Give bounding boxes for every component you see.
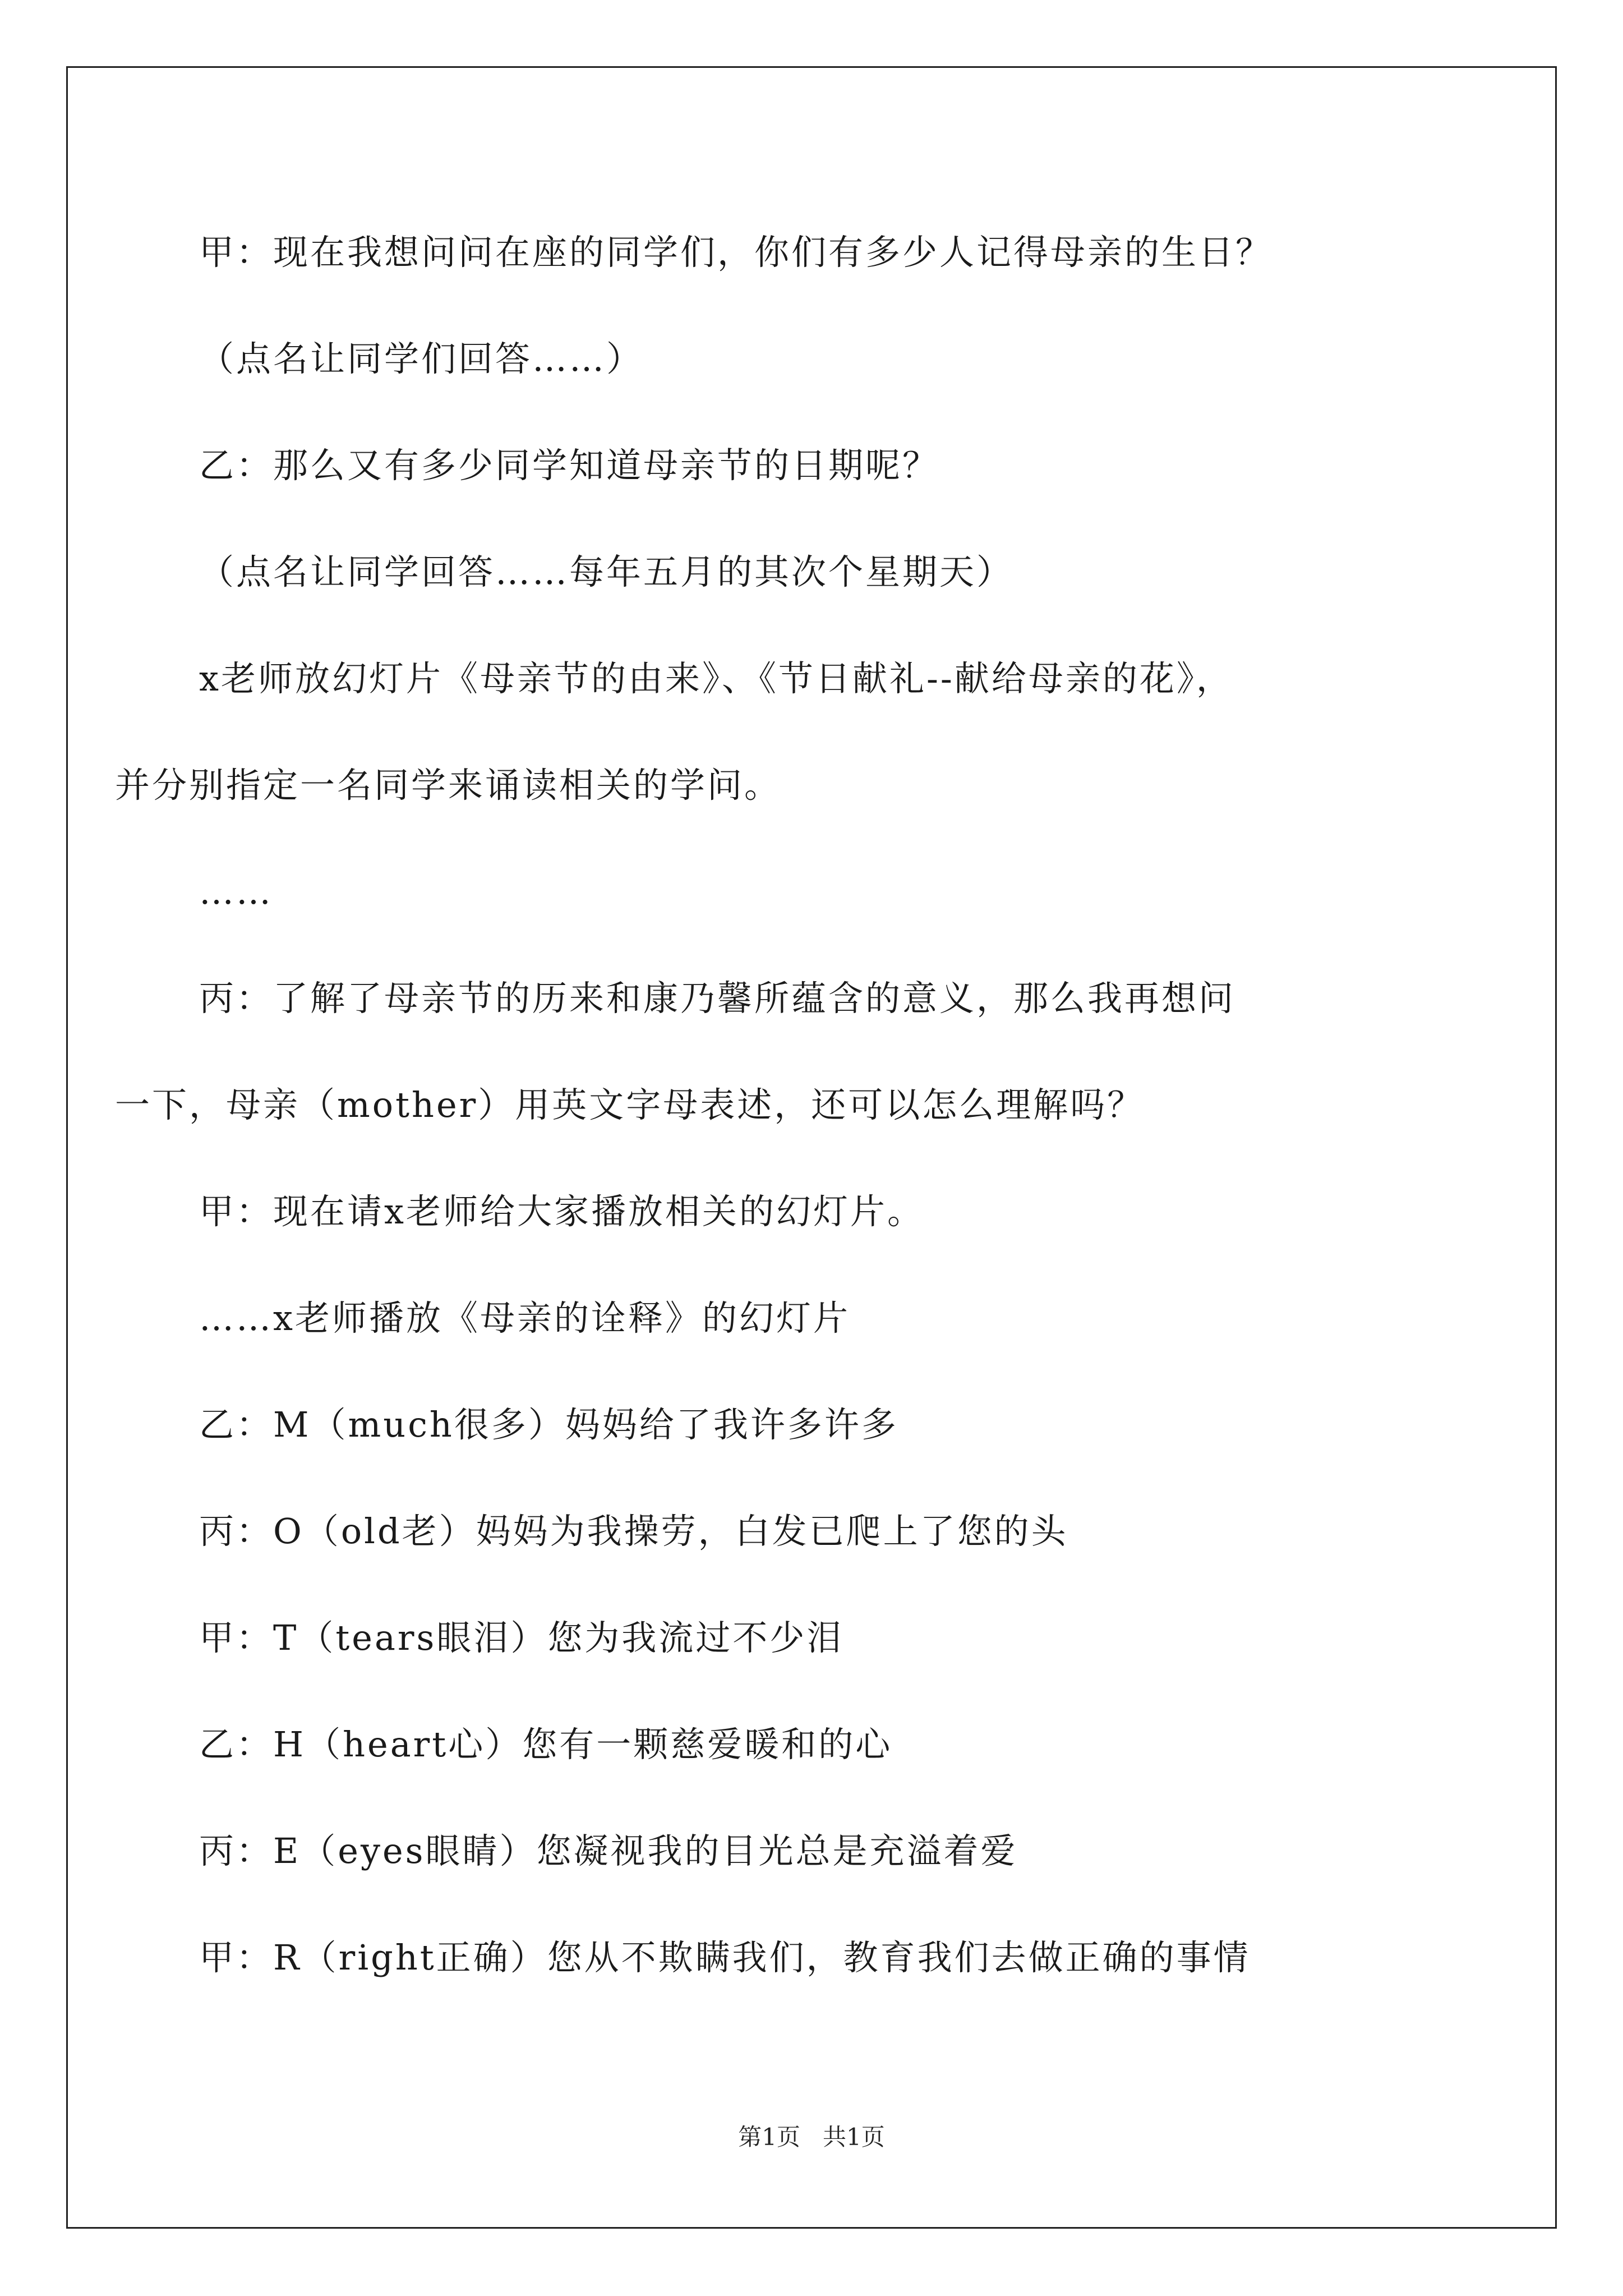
text-line-17: 甲：R（right正确）您从不欺瞒我们，教育我们去做正确的事情 <box>199 1937 1251 1978</box>
text-line-11: ……x老师播放《母亲的诠释》的幻灯片 <box>199 1297 850 1338</box>
text-line-8: 丙：了解了母亲节的历来和康乃馨所蕴含的意义，那么我再想问 <box>199 978 1236 1019</box>
text-line-13: 丙：O（old老）妈妈为我操劳，白发已爬上了您的头 <box>199 1511 1068 1552</box>
page-border <box>66 66 1557 2229</box>
text-line-4: （点名让同学回答……每年五月的其次个星期天） <box>199 551 1014 592</box>
text-line-3: 乙：那么又有多少同学知道母亲节的日期呢？ <box>199 445 940 486</box>
text-line-5: x老师放幻灯片《母亲节的由来》、《节日献礼--献给母亲的花》， <box>199 658 1233 699</box>
text-line-14: 甲：T（tears眼泪）您为我流过不少泪 <box>199 1617 844 1658</box>
text-line-15: 乙：H（heart心）您有一颗慈爱暖和的心 <box>199 1724 893 1765</box>
text-line-12: 乙：M（much很多）妈妈给了我许多许多 <box>199 1404 898 1445</box>
page-number-footer: 第1页 共1页 <box>738 2123 885 2151</box>
text-line-9: 一下，母亲（mother）用英文字母表述，还可以怎么理解吗？ <box>115 1084 1145 1125</box>
text-line-2: （点名让同学们回答……） <box>199 338 644 379</box>
text-line-10: 甲：现在请x老师给大家播放相关的幻灯片。 <box>199 1191 924 1232</box>
text-line-1: 甲：现在我想问问在座的同学们，你们有多少人记得母亲的生日？ <box>199 232 1273 273</box>
text-line-16: 丙：E（eyes眼睛）您凝视我的目光总是充溢着爱 <box>199 1830 1018 1871</box>
text-line-6: 并分别指定一名同学来诵读相关的学问。 <box>115 765 782 806</box>
text-line-7: …… <box>199 871 273 912</box>
